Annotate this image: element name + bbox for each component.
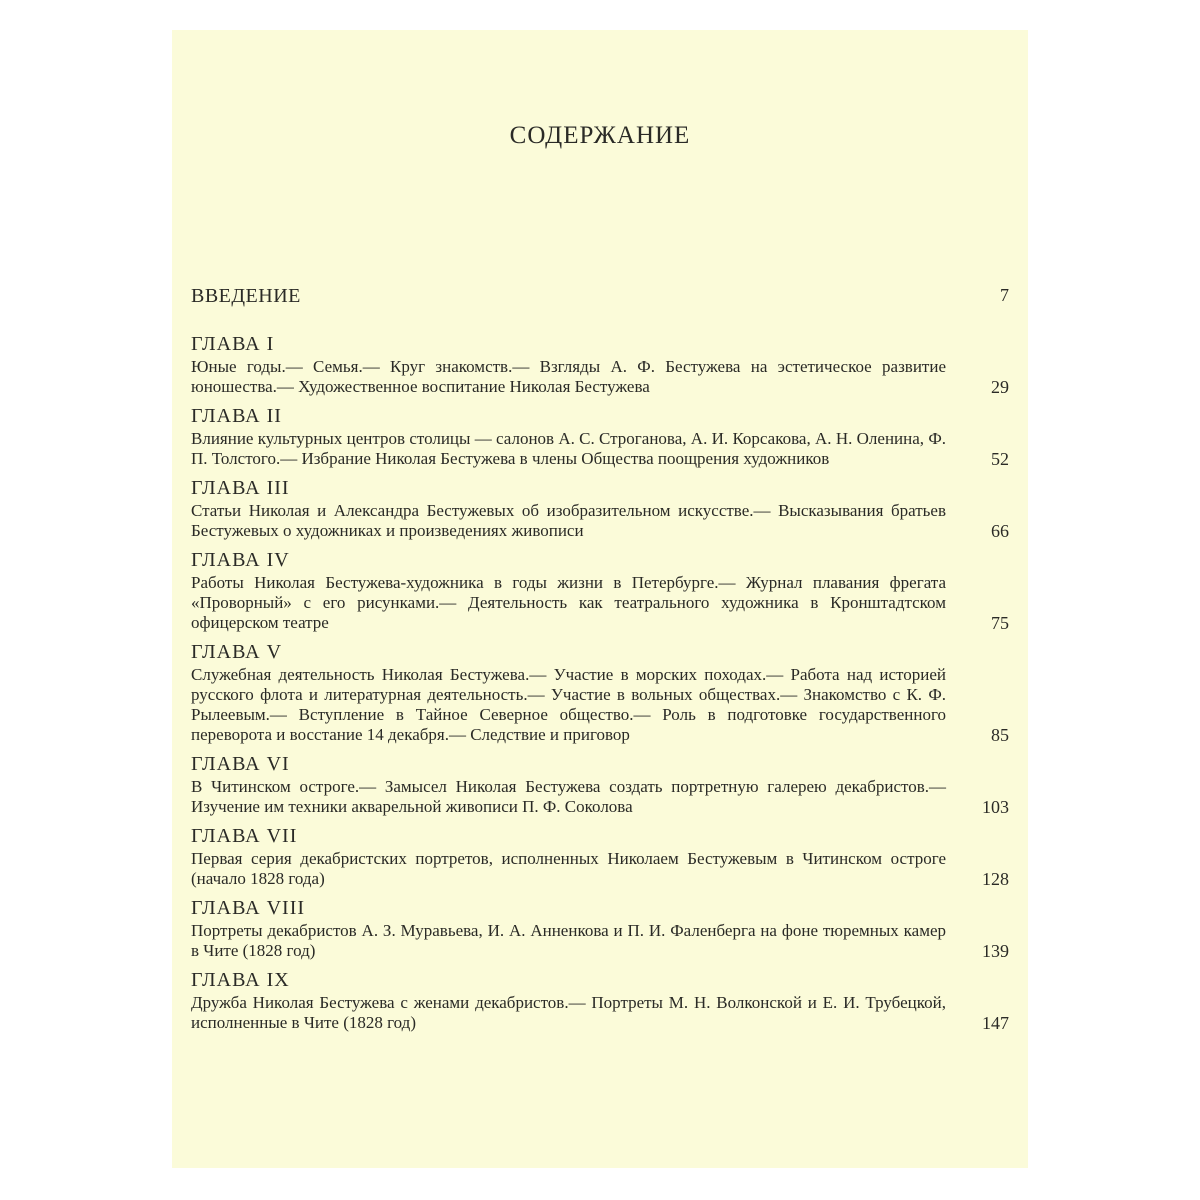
chapter-heading: ГЛАВА IX <box>191 969 290 991</box>
chapter-description: В Читинском остроге.— Замысел Николая Бестужева создать портретную галерею декабристов.— Изучение им техники акварельной живописи П. Ф. Соколова <box>191 777 946 816</box>
toc-entry-chapter-8 <box>191 897 1011 961</box>
toc-entry-chapter-7 <box>191 825 1011 889</box>
chapter-page-number: 66 <box>991 521 1009 541</box>
chapter-heading: ГЛАВА I <box>191 333 275 355</box>
chapter-description: Влияние культурных центров столицы — салонов А. С. Строганова, А. И. Корсакова, А. Н. Оленина, Ф. П. Толстого.— Избрание Николая Бестужева в члены Общества поощрения художников <box>191 429 946 468</box>
chapter-heading: ГЛАВА IV <box>191 549 290 571</box>
introduction-page-number: 7 <box>1000 285 1009 305</box>
chapter-heading: ГЛАВА VIII <box>191 897 306 919</box>
chapter-page-number: 103 <box>982 797 1009 817</box>
chapter-heading: ГЛАВА VI <box>191 753 290 775</box>
chapter-page-number: 29 <box>991 377 1009 397</box>
chapter-page-number: 128 <box>982 869 1009 889</box>
toc-entry-chapter-3 <box>191 477 1011 541</box>
chapter-description: Портреты декабристов А. З. Муравьева, И. А. Анненкова и П. И. Фаленберга на фоне тюремных камер в Чите (1828 год) <box>191 921 946 960</box>
chapter-description: Работы Николая Бестужева-художника в годы жизни в Петербурге.— Журнал плавания фрегата «Проворный» с его рисунками.— Деятельность как театрального художника в Кронштадтском офицерском театре <box>191 573 946 632</box>
toc-entry-chapter-5 <box>191 641 1011 745</box>
toc-entry-chapter-9 <box>191 969 1011 1033</box>
chapter-page-number: 85 <box>991 725 1009 745</box>
chapter-page-number: 147 <box>982 1013 1009 1033</box>
chapter-page-number: 139 <box>982 941 1009 961</box>
chapter-description: Юные годы.— Семья.— Круг знакомств.— Взгляды А. Ф. Бестужева на эстетическое развитие юношества.— Художественное воспитание Николая Бестужева <box>191 357 946 396</box>
chapter-description: Дружба Николая Бестужева с женами декабристов.— Портреты М. Н. Волконской и Е. И. Трубецкой, исполненные в Чите (1828 год) <box>191 993 946 1032</box>
page-title: СОДЕРЖАНИЕ <box>509 122 691 149</box>
chapter-page-number: 75 <box>991 613 1009 633</box>
chapter-heading: ГЛАВА VII <box>191 825 298 847</box>
table-of-contents <box>191 285 1011 1033</box>
chapter-description: Статьи Николая и Александра Бестужевых об изобразительном искусстве.— Высказывания братьев Бестужевых о художниках и произведениях живописи <box>191 501 946 540</box>
chapter-heading: ГЛАВА III <box>191 477 290 499</box>
introduction-label: ВВЕДЕНИЕ <box>191 285 301 307</box>
toc-entry-chapter-4 <box>191 549 1011 633</box>
chapter-description: Первая серия декабристских портретов, исполненных Николаем Бестужевым в Читинском остроге (начало 1828 года) <box>191 849 946 888</box>
chapter-heading: ГЛАВА II <box>191 405 282 427</box>
chapter-page-number: 52 <box>991 449 1009 469</box>
toc-entry-chapter-1 <box>191 333 1011 397</box>
toc-entry-chapter-6 <box>191 753 1011 817</box>
chapter-description: Служебная деятельность Николая Бестужева.— Участие в морских походах.— Работа над историей русского флота и литературная деятельность.— Участие в вольных обществах.— Знакомство с К. Ф. Рылеевым.— Вступление в Тайное Северное общество.— Роль в подготовке государственного переворота и восстание 14 декабря.— Следствие и приговор <box>191 665 946 744</box>
chapter-heading: ГЛАВА V <box>191 641 283 663</box>
book-page <box>172 30 1028 1168</box>
toc-entry-introduction <box>191 285 1011 325</box>
toc-entry-chapter-2 <box>191 405 1011 469</box>
